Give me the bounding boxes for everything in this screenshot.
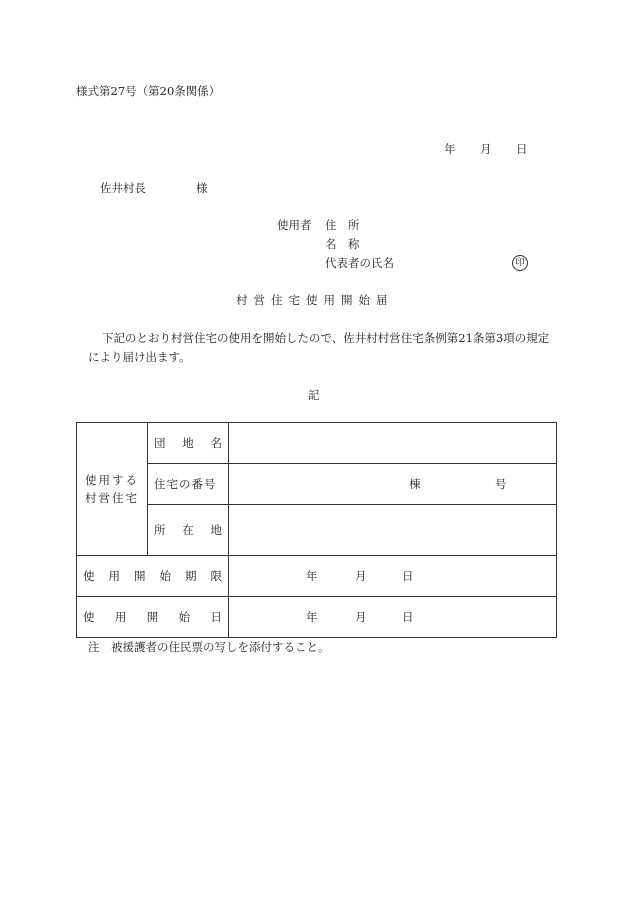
- form-table: [76, 422, 557, 638]
- applicant-role: 使用者: [277, 218, 312, 232]
- date-year: 年: [444, 142, 456, 156]
- form-number: 様式第27号（第20条関係）: [76, 84, 221, 98]
- period-month: 月: [355, 569, 367, 583]
- document-title: 村営住宅使用開始届: [236, 293, 394, 307]
- category-line-1: 使用する: [85, 473, 139, 487]
- period-label: 使 用 開 始 期 限: [77, 556, 229, 597]
- footnote: 注 被援護者の住民票の写しを添付すること。: [88, 640, 330, 654]
- start-year: 年: [306, 610, 318, 624]
- body-line-1: 下記のとおり村営住宅の使用を開始したので、佐井村村営住宅条例第21条第3項の規定: [102, 331, 550, 345]
- location-field[interactable]: [229, 505, 557, 556]
- start-month: 月: [355, 610, 367, 624]
- period-year: 年: [306, 569, 318, 583]
- addressee-honorific: 様: [196, 181, 208, 195]
- number-unit: 号: [495, 477, 507, 491]
- location-label: 所 在 地: [148, 505, 229, 556]
- category-cell: [77, 423, 148, 556]
- category-line-2: 村営住宅: [85, 491, 139, 505]
- seal-mark: 印: [512, 255, 528, 271]
- applicant-address-label: 住 所: [325, 218, 360, 232]
- house-number-label: 住宅の番号: [148, 464, 229, 505]
- complex-name-label: 団 地 名: [148, 423, 229, 464]
- body-line-2: により届け出ます。: [88, 350, 191, 364]
- start-date-label: 使 用 開 始 日: [77, 597, 229, 638]
- complex-name-field[interactable]: [229, 423, 557, 464]
- period-day: 日: [402, 569, 414, 583]
- applicant-name-label: 名 称: [325, 237, 360, 251]
- addressee-name: 佐井村長: [100, 181, 146, 195]
- start-day: 日: [402, 610, 414, 624]
- start-date-field[interactable]: [229, 597, 557, 638]
- period-field[interactable]: [229, 556, 557, 597]
- house-number-field[interactable]: [229, 464, 557, 505]
- ki-heading: 記: [308, 388, 320, 402]
- date-month: 月: [480, 142, 492, 156]
- applicant-rep-label: 代表者の氏名: [325, 256, 394, 270]
- building-unit: 棟: [409, 477, 421, 491]
- date-day: 日: [516, 142, 528, 156]
